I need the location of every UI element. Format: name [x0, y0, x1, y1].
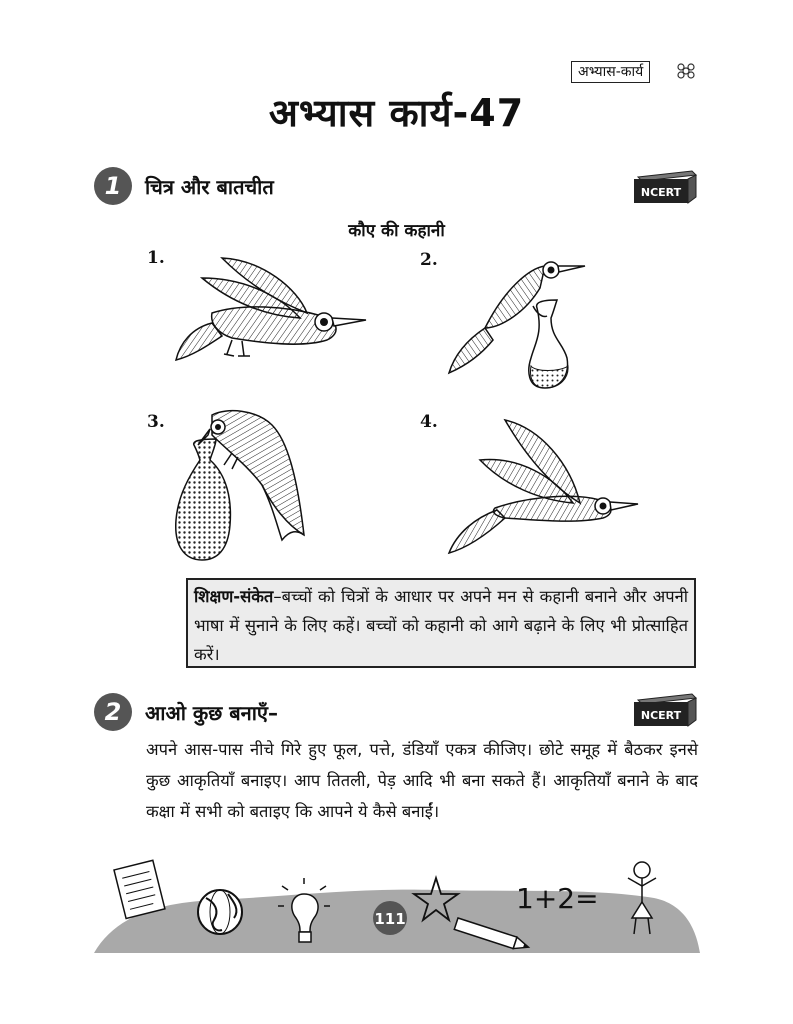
globe-icon — [198, 890, 242, 934]
math-text: 1+2= — [516, 882, 599, 915]
ncert-badge-text-1: NCERT — [640, 186, 682, 199]
panel-number-1: 1. — [147, 248, 165, 268]
teaching-note-text: –बच्चों को चित्रों के आधार पर अपने मन से कहानी बनाने और अपनी भाषा में सुनाने के लिए कहें। बच्चों को कहानी को आगे बढ़ाने के लिए भी प्रोत्साहित करें। — [194, 587, 688, 664]
footer-decoration — [94, 858, 700, 958]
section-title-2: आओ कुछ बनाएँ– — [145, 701, 278, 725]
header-tag: अभ्यास-कार्य — [571, 61, 650, 83]
ncert-book-icon — [632, 690, 698, 730]
section-number-2: 2 — [94, 693, 132, 731]
page-number: 111 — [374, 910, 406, 928]
crow-flying-away-illustration — [445, 418, 640, 558]
teaching-note-label: शिक्षण-संकेत — [194, 587, 274, 606]
teaching-note — [186, 578, 696, 668]
activity-paragraph: अपने आस-पास नीचे गिरे हुए फूल, पत्ते, डंडियाँ एकत्र कीजिए। छोटे समूह में बैठकर इनसे कुछ आकृतियाँ बनाइए। आप तितली, पेड़ आदि भी बना सकते हैं। आकृतियाँ बनाने के बाद कक्षा में सभी को बताइए कि आपने ये कैसे बनाईं। — [146, 740, 698, 821]
story-title: कौए की कहानी — [348, 221, 445, 241]
crow-on-pot-illustration — [445, 258, 595, 393]
section-number-1: 1 — [94, 167, 132, 205]
panel-number-3: 3. — [147, 412, 165, 432]
crow-drinking-illustration — [172, 405, 317, 565]
ncert-badge-text-2: NCERT — [640, 709, 682, 722]
crow-flying-illustration — [172, 248, 372, 376]
ncert-book-icon — [632, 167, 698, 207]
panel-number-4: 4. — [420, 412, 438, 432]
flower-icon — [676, 62, 696, 80]
panel-number-2: 2. — [420, 250, 438, 270]
notepad-icon — [114, 860, 165, 918]
page-title: अभ्यास कार्य-47 — [268, 91, 525, 135]
section-title-1: चित्र और बातचीत — [145, 175, 274, 199]
